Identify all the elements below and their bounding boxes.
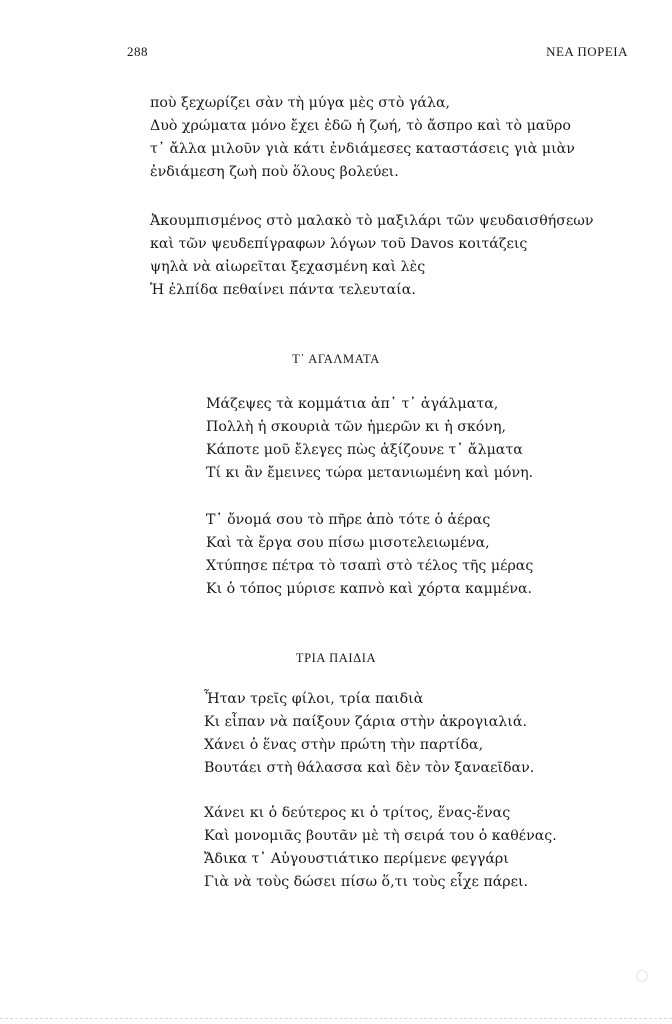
verse-line: Βουτάει στὴ θάλασσα καὶ δὲν τὸν ξαναεῖδαν. bbox=[204, 760, 535, 776]
verse-line: Τί κι ἂν ἔμεινες τώρα μετανιωμένη καὶ μόνη. bbox=[206, 465, 534, 481]
verse-line: τ᾿ ἄλλα μιλοῦν γιὰ κάτι ἐνδιάμεσες καταστάσεις γιὰ μιὰν bbox=[150, 141, 575, 157]
verse-line: Δυὸ χρώματα μόνο ἔχει ἐδῶ ἡ ζωή, τὸ ἄσπρο καὶ τὸ μαῦρο bbox=[150, 118, 571, 134]
verse-line: Τ᾿ ὄνομά σου τὸ πῆρε ἀπὸ τότε ὁ ἀέρας bbox=[206, 512, 491, 528]
verse-line: Κι ὁ τόπος μύρισε καπνὸ καὶ χόρτα καμμένα. bbox=[206, 581, 533, 597]
verse-line: Κι εἶπαν νὰ παίξουν ζάρια στὴν ἀκρογιαλιά. bbox=[204, 714, 527, 730]
prose-poem-stanza-1 bbox=[150, 92, 575, 184]
verse-line: ἐνδιάμεση ζωὴ ποὺ ὅλους βολεύει. bbox=[150, 164, 399, 180]
verse-line: ποὺ ξεχωρίζει σὰν τὴ μύγα μὲς στὸ γάλα, bbox=[150, 95, 451, 111]
verse-line: καὶ τῶν ψευδεπίγραφων λόγων τοῦ Davos κοιτάζεις bbox=[150, 236, 528, 252]
poem-tria-paidia-stanza-1 bbox=[204, 688, 534, 780]
poem-agalmata-stanza-1 bbox=[206, 393, 533, 485]
verse-line: Ἦταν τρεῖς φίλοι, τρία παιδιὰ bbox=[204, 691, 424, 707]
poem-agalmata-stanza-2 bbox=[206, 509, 533, 601]
prose-poem-stanza-2 bbox=[150, 210, 594, 302]
verse-line: Χάνει ὁ ἕνας στὴν πρώτη τὴν παρτίδα, bbox=[204, 737, 484, 753]
verse-line: Χάνει κι ὁ δεύτερος κι ὁ τρίτος, ἕνας-ἕνας bbox=[204, 805, 511, 821]
verse-line: ψηλὰ νὰ αἰωρεῖται ξεχασμένη καὶ λὲς bbox=[150, 259, 426, 275]
verse-line: Ἀκουμπισμένος στὸ μαλακὸ τὸ μαξιλάρι τῶν ψευδαισθήσεων bbox=[150, 213, 594, 229]
verse-line: Καὶ μονομιᾶς βουτᾶν μὲ τὴ σειρά του ὁ καθένας. bbox=[204, 828, 557, 844]
poem-title-agalmata: Τ᾿ ΑΓΑΛΜΑΤΑ bbox=[292, 352, 380, 366]
verse-line: Κάποτε μοῦ ἔλεγες πὼς ἀξίζουνε τ᾿ ἄλματα bbox=[206, 442, 523, 458]
verse-line: Ἄδικα τ᾿ Αὐγουστιάτικο περίμενε φεγγάρι bbox=[204, 851, 509, 867]
scan-mark bbox=[636, 970, 648, 982]
journal-title: ΝΕΑ ΠΟΡΕΙΑ bbox=[546, 44, 628, 59]
running-head bbox=[127, 44, 628, 64]
verse-line: Μάζεψες τὰ κομμάτια ἀπ᾿ τ᾿ ἀγάλματα, bbox=[206, 396, 499, 412]
verse-line: Ἡ ἐλπίδα πεθαίνει πάντα τελευταία. bbox=[150, 282, 416, 298]
verse-line: Καὶ τὰ ἔργα σου πίσω μισοτελειωμένα, bbox=[206, 535, 490, 551]
scan-edge-line bbox=[0, 1018, 672, 1019]
poem-title-tria-paidia: ΤΡΙΑ ΠΑΙΔΙΑ bbox=[295, 651, 377, 665]
verse-line: Χτύπησε πέτρα τὸ τσαπὶ στὸ τέλος τῆς μέρας bbox=[206, 558, 534, 574]
poem-tria-paidia-stanza-2 bbox=[204, 802, 557, 894]
verse-line: Γιὰ νὰ τοὺς δώσει πίσω ὅ,τι τοὺς εἶχε πάρει. bbox=[204, 874, 529, 890]
verse-line: Πολλὴ ἡ σκουριὰ τῶν ἡμερῶν κι ἡ σκόνη, bbox=[206, 419, 506, 435]
page-number: 288 bbox=[127, 44, 148, 59]
